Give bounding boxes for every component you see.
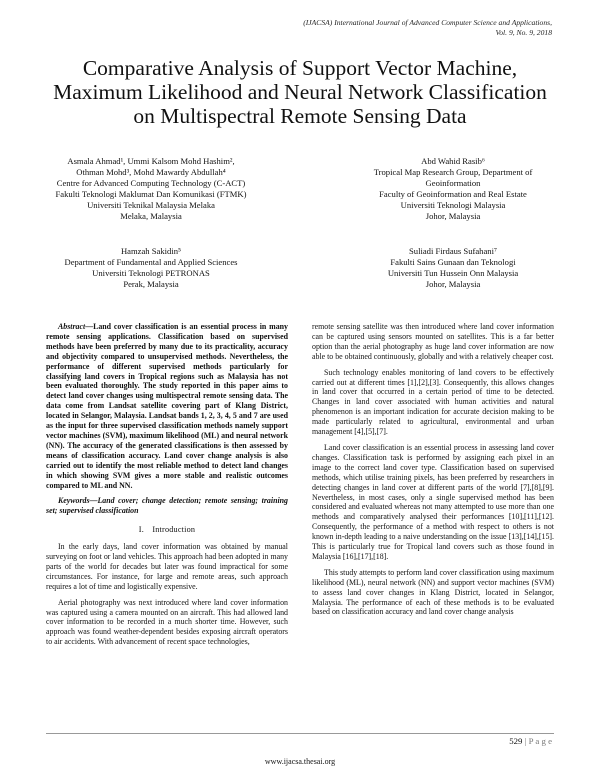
author-affiliation: Johor, Malaysia	[425, 279, 481, 289]
author-affiliation: Johor, Malaysia	[425, 211, 481, 221]
author-affiliation: Universiti Teknikal Malaysia Melaka	[87, 200, 215, 210]
paragraph: Land cover classification is an essential process in assessing land cover changes. Classification task is performed by assigning each pixel in an image to the correct land cover type. Classification based on supervised methods, which utilise training pixels, has been preferred by researchers in detecting changes in land cover at different parts of the world [7],[8],[9]. Nevertheless, in most cases, only a single supervised method has been considered and evaluated whereas not many attempted to use more than one methods and comparatively analysed their performances [10],[11],[12]. Consequently, the performance of a method with respect to others is not known in-depth leading to a naive understanding on the issue [13],[14],[15]. This is particularly true for Tropical land covers such as those found in Malaysia [16],[17],[18].	[312, 442, 554, 561]
author-affiliation: Universiti Teknologi Malaysia	[400, 200, 506, 210]
author-affiliation: Universiti Tun Hussein Onn Malaysia	[387, 268, 519, 278]
paragraph: This study attempts to perform land cover classification using maximum likelihood (ML), neural network (NN) and support vector machines (SVM) to assess land cover changes in Klang District, located in Selangor, Malaysia. The performance of each of these methods is to be evaluated based on classification accuracy and land cover change analysis	[312, 567, 554, 617]
author-affiliation: Tropical Map Research Group, Department of	[373, 167, 533, 177]
abstract	[46, 322, 288, 490]
author-affiliation: Fakulti Teknologi Maklumat Dan Komunikasi (FTMK)	[55, 189, 247, 199]
author-affiliation: Faculty of Geoinformation and Real Estate	[379, 189, 527, 199]
paragraph: remote sensing satellite was then introduced where land cover information can be captured using sensors mounted on satellites. This is a far better option than the aerial photography as huge land cover information are now able to be obtained continuously, globally and with a relatively cheaper cost.	[312, 322, 554, 361]
abstract-label: Abstract	[58, 322, 86, 331]
author-names: Asmala Ahmad¹, Ummi Kalsom Mohd Hashim²,	[67, 156, 235, 166]
page-number-value: 529	[509, 736, 523, 746]
abstract-text: —Land cover classification is an essential process in many remote sensing applications. Classification based on supervised methods have been preferred by many due to its practicality, accuracy and objectivity compared to unsupervised methods. Nevertheless, the performance of different supervised methods particularly for classifying land covers in Tropical regions such as Malaysia has not been evaluated thoroughly. The study reported in this paper aims to detect land cover changes using multispectral remote sensing data. The data come from Landsat satellite covering part of Klang District, located in Selangor, Malaysia. Landsat bands 1, 2, 3, 4, 5 and 7 are used as the input for three supervised classification methods namely support vector machines (SVM), maximum likelihood (ML) and neural network (NN). The accuracy of the generated classifications is then assessed by means of classification accuracy. Land cover change analysis is also carried out to identify the most reliable method to detect land changes in which showing SVM gives a more stable and realistic outcomes compared to ML and NN.	[46, 322, 288, 490]
journal-header	[303, 18, 552, 38]
author-affiliation: Department of Fundamental and Applied Sciences	[64, 257, 238, 267]
author-names: Othman Mohd³, Mohd Mawardy Abdullah⁴	[76, 167, 226, 177]
journal-website[interactable]: www.ijacsa.thesai.org	[264, 757, 336, 766]
keywords: Keywords—Land cover; change detection; remote sensing; training set; supervised classification	[46, 496, 288, 516]
paper-title: Comparative Analysis of Support Vector Machine, Maximum Likelihood and Neural Network Classification on Multispectral Remote Sensing Data	[53, 56, 547, 128]
author-affiliation: Fakulti Sains Gunaan dan Teknologi	[390, 257, 516, 267]
left-column	[46, 322, 288, 653]
author-affiliation: Geoinformation	[425, 178, 481, 188]
right-column	[312, 322, 554, 623]
author-block-3	[44, 246, 258, 290]
section-heading: I. Introduction	[138, 525, 196, 535]
author-affiliation: Universiti Teknologi PETRONAS	[92, 268, 210, 278]
page-separator: |	[524, 736, 527, 746]
journal-volume: Vol. 9, No. 9, 2018	[495, 28, 552, 37]
author-names: Hamzah Sakidin⁵	[120, 246, 182, 256]
author-block-2	[346, 156, 560, 222]
author-names: Suliadi Firdaus Sufahani⁷	[409, 246, 497, 256]
author-block-4	[346, 246, 560, 290]
page-word: P a g e	[528, 736, 552, 746]
paragraph: Such technology enables monitoring of land covers to be effectively carried out at different times [1],[2],[3]. Consequently, this allows changes in land cover that occurred in a certain period of time to be detected. Changes in land cover associated with human activities and natural phenomenon is an important indication for accurate decision making to be made particularly related to agricultural, environmental and urban management [4],[5],[7].	[312, 367, 554, 437]
author-affiliation: Centre for Advanced Computing Technology (C-ACT)	[56, 178, 246, 188]
journal-name: (IJACSA) International Journal of Advanced Computer Science and Applications,	[303, 18, 552, 27]
author-affiliation: Melaka, Malaysia	[120, 211, 182, 221]
page-number	[509, 736, 552, 746]
paragraph: Aerial photography was next introduced where land cover information was captured using a camera mounted on an aircraft. This had allowed land cover information to be recorded in a much shorter time. However, such approach was found weather-dependent besides exposing aircraft operators to air accidents. With advancement of recent space technologies,	[46, 597, 288, 647]
author-block-1	[44, 156, 258, 222]
footer-divider	[46, 733, 554, 734]
author-names: Abd Wahid Rasib⁶	[421, 156, 485, 166]
author-affiliation: Perak, Malaysia	[123, 279, 179, 289]
paragraph: In the early days, land cover information was obtained by manual surveying on foot or land vehicles. This approach had been adopted in many parts of the world for decades but later was found impractical for some circumstances. For instance, for large and remote areas, such approach requires a lot of time and logistically expensive.	[46, 542, 288, 591]
